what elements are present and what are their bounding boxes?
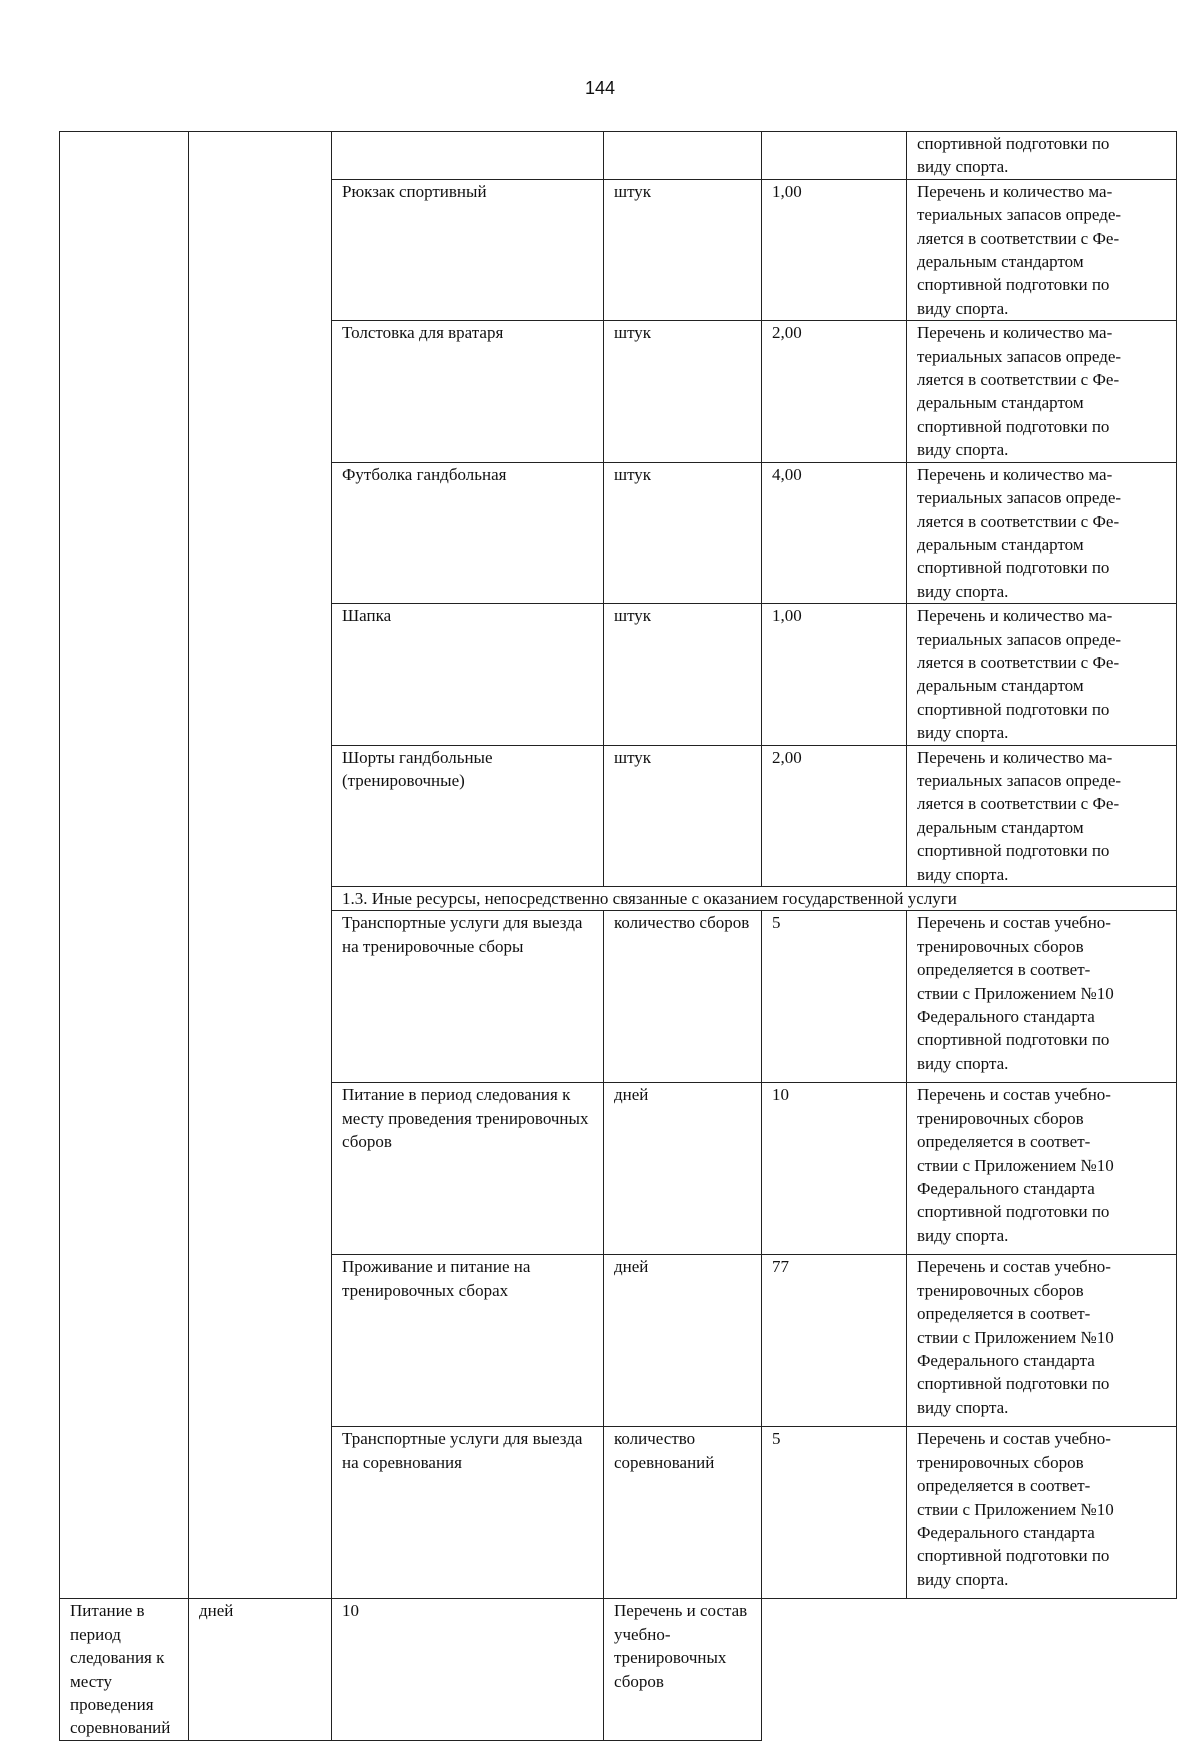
cell-unit: штук xyxy=(604,745,762,886)
cell-note: Перечень и состав учебно- тренировочных сборов xyxy=(604,1599,762,1740)
cell-name: Питание в период следования к месту проведения соревнований xyxy=(60,1599,189,1740)
cell-name: Шорты гандбольные (тренировочные) xyxy=(332,745,604,886)
cell-name xyxy=(332,132,604,180)
cell-unit: количество сборов xyxy=(604,911,762,1083)
cell-note: Перечень и количество ма- териальных запасов опреде- ляется в соответствии с Фе- деральным стандартом спортивной подготовки по виду спорта. xyxy=(907,462,1177,603)
cell-name: Транспортные услуги для выезда на соревнования xyxy=(332,1427,604,1599)
cell-quantity: 10 xyxy=(762,1083,907,1255)
cell-name: Рюкзак спортивный xyxy=(332,179,604,320)
cell-note: Перечень и количество ма- териальных запасов опреде- ляется в соответствии с Фе- деральным стандартом спортивной подготовки по виду спорта. xyxy=(907,604,1177,745)
empty-column-2 xyxy=(189,132,332,1599)
cell-unit: штук xyxy=(604,462,762,603)
cell-note: спортивной подготовки по виду спорта. xyxy=(907,132,1177,180)
resources-table xyxy=(59,131,1177,1741)
cell-name: Питание в период следования к месту проведения тренировочных сборов xyxy=(332,1083,604,1255)
cell-unit: штук xyxy=(604,179,762,320)
cell-quantity: 1,00 xyxy=(762,179,907,320)
table-row xyxy=(60,1599,1177,1740)
cell-note: Перечень и состав учебно- тренировочных сборов определяется в соответ- ствии с Приложением №10 Федерального стандарта спортивной подготовки по виду спорта. xyxy=(907,1427,1177,1599)
cell-name: Проживание и питание на тренировочных сборах xyxy=(332,1255,604,1427)
cell-quantity: 77 xyxy=(762,1255,907,1427)
cell-unit: дней xyxy=(604,1083,762,1255)
cell-quantity xyxy=(762,132,907,180)
table-body xyxy=(60,132,1177,1741)
cell-name: Транспортные услуги для выезда на тренировочные сборы xyxy=(332,911,604,1083)
cell-unit: штук xyxy=(604,321,762,462)
cell-quantity: 5 xyxy=(762,1427,907,1599)
cell-unit xyxy=(604,132,762,180)
section-heading: 1.3. Иные ресурсы, непосредственно связанные с оказанием государственной услуги xyxy=(332,887,1177,911)
empty-column-1 xyxy=(60,132,189,1599)
cell-note: Перечень и состав учебно- тренировочных сборов определяется в соответ- ствии с Приложением №10 Федерального стандарта спортивной подготовки по виду спорта. xyxy=(907,1255,1177,1427)
cell-unit: количество соревнований xyxy=(604,1427,762,1599)
cell-quantity: 5 xyxy=(762,911,907,1083)
cell-quantity: 2,00 xyxy=(762,745,907,886)
cell-quantity: 2,00 xyxy=(762,321,907,462)
cell-name: Футболка гандбольная xyxy=(332,462,604,603)
cell-note: Перечень и состав учебно- тренировочных сборов определяется в соответ- ствии с Приложением №10 Федерального стандарта спортивной подготовки по виду спорта. xyxy=(907,1083,1177,1255)
cell-unit: дней xyxy=(189,1599,332,1740)
cell-name: Шапка xyxy=(332,604,604,745)
table-row xyxy=(60,132,1177,180)
cell-unit: дней xyxy=(604,1255,762,1427)
cell-quantity: 10 xyxy=(332,1599,604,1740)
cell-name: Толстовка для вратаря xyxy=(332,321,604,462)
cell-quantity: 4,00 xyxy=(762,462,907,603)
cell-note: Перечень и количество ма- териальных запасов опреде- ляется в соответствии с Фе- деральным стандартом спортивной подготовки по виду спорта. xyxy=(907,745,1177,886)
cell-note: Перечень и состав учебно- тренировочных сборов определяется в соответ- ствии с Приложением №10 Федерального стандарта спортивной подготовки по виду спорта. xyxy=(907,911,1177,1083)
cell-note: Перечень и количество ма- териальных запасов опреде- ляется в соответствии с Фе- деральным стандартом спортивной подготовки по виду спорта. xyxy=(907,321,1177,462)
cell-unit: штук xyxy=(604,604,762,745)
page-number: 144 xyxy=(584,78,616,98)
cell-note: Перечень и количество ма- териальных запасов опреде- ляется в соответствии с Фе- деральным стандартом спортивной подготовки по виду спорта. xyxy=(907,179,1177,320)
cell-quantity: 1,00 xyxy=(762,604,907,745)
